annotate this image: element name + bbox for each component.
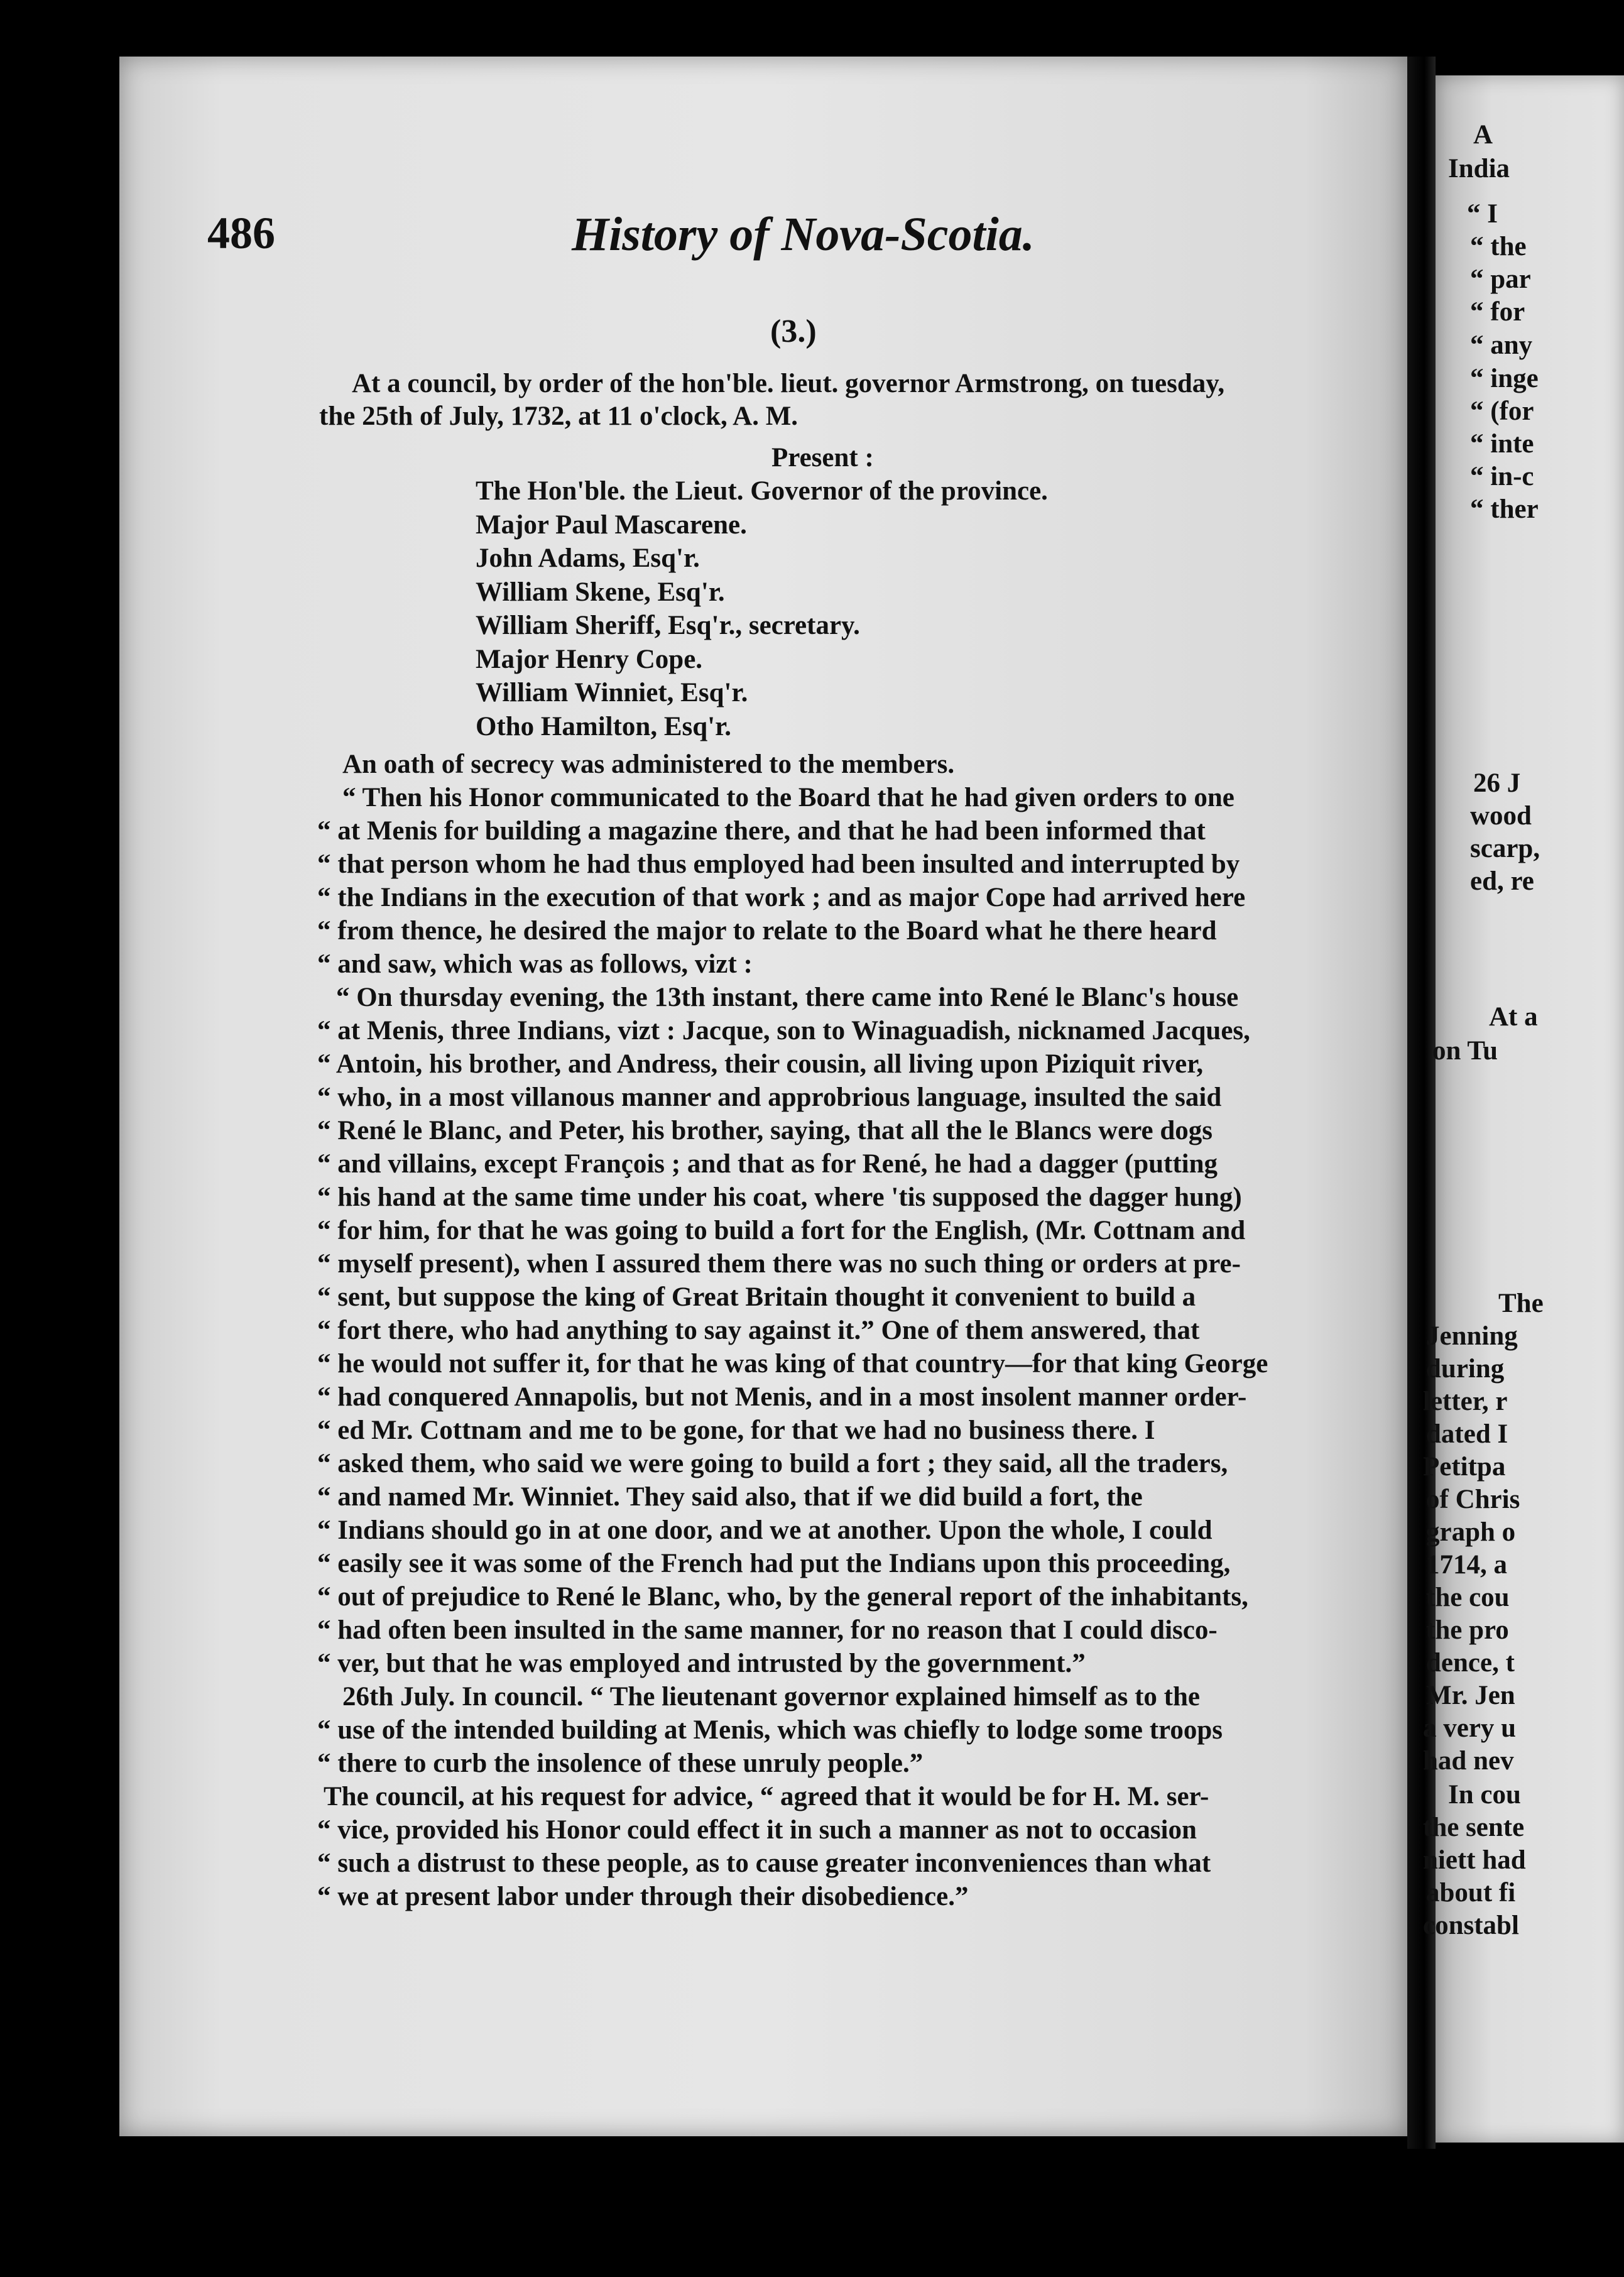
right-page-fragment: niett had (1423, 1845, 1526, 1875)
body-line: “ and saw, which was as follows, vizt : (317, 949, 753, 979)
right-page-fragment: about fi (1426, 1878, 1516, 1908)
right-page-fragment: ed, re (1470, 866, 1534, 896)
body-line: “ ed Mr. Cottnam and me to be gone, for that we had no business there. I (317, 1416, 1155, 1445)
right-page-fragment: dated I (1426, 1419, 1508, 1449)
body-line: “ ver, but that he was employed and intrusted by the government.” (317, 1649, 1086, 1678)
body-text (317, 748, 1268, 1913)
body-line: “ myself present), when I assured them there was no such thing or orders at pre- (317, 1249, 1241, 1279)
right-page-fragment: “ inge (1470, 364, 1539, 393)
member-line: The Hon'ble. the Lieut. Governor of the province. (476, 476, 1048, 506)
right-page-fragment: In cou (1448, 1780, 1521, 1810)
right-page-fragment: India (1448, 154, 1510, 183)
right-page-fragment: constabl (1423, 1911, 1519, 1940)
present-members-list (476, 474, 1048, 743)
right-page-fragment: “ the (1470, 232, 1527, 261)
body-line: “ for him, for that he was going to build a fort for the English, (Mr. Cottnam and (317, 1216, 1246, 1245)
right-page-fragment: had nev (1423, 1746, 1514, 1776)
right-page-fragment: the sente (1423, 1813, 1525, 1842)
body-line: “ On thursday evening, the 13th instant, there came into René le Blanc's house (336, 983, 1239, 1012)
right-page-fragment: the pro (1426, 1615, 1509, 1645)
body-line: “ René le Blanc, and Peter, his brother, saying, that all the le Blancs were dogs (317, 1116, 1213, 1145)
right-page-fragment: “ inte (1470, 429, 1534, 459)
right-page-fragment: “ for (1470, 297, 1525, 327)
body-line: 26th July. In council. “ The lieutenant governor explained himself as to the (342, 1682, 1200, 1712)
body-line: “ vice, provided his Honor could effect it in such a manner as not to occasion (317, 1815, 1197, 1845)
right-page-fragment: letter, r (1423, 1387, 1508, 1416)
section-number: (3.) (770, 314, 817, 349)
right-page-fragment: “ ther (1470, 494, 1539, 524)
intro-line: At a council, by order of the hon'ble. lieut. governor Armstrong, on tuesday, (352, 369, 1225, 398)
member-line: William Skene, Esq'r. (476, 577, 725, 607)
right-page-fragment: At a (1489, 1002, 1538, 1032)
body-line: “ from thence, he desired the major to relate to the Board what he there heard (317, 916, 1217, 946)
body-line: “ sent, but suppose the king of Great Britain thought it convenient to build a (317, 1282, 1196, 1312)
right-page-fragment: “ I (1467, 199, 1498, 229)
right-page-fragment: wood (1470, 801, 1532, 831)
body-line: “ at Menis, three Indians, vizt : Jacque, son to Winaguadish, nicknamed Jacques, (317, 1016, 1250, 1046)
right-page-fragment: on Tu (1432, 1036, 1498, 1066)
body-line: “ Antoin, his brother, and Andress, their cousin, all living upon Piziquit river, (317, 1049, 1204, 1079)
body-line: “ use of the intended building at Menis, which was chiefly to lodge some troops (317, 1715, 1223, 1745)
right-page-fragment: scarp, (1470, 834, 1540, 863)
body-line: “ asked them, who said we were going to build a fort ; they said, all the traders, (317, 1449, 1228, 1478)
right-page-fragment: A (1473, 120, 1493, 150)
right-page-fragment: during (1426, 1354, 1505, 1384)
right-page-fragment: “ any (1470, 330, 1533, 360)
right-page-fragment: a very u (1423, 1713, 1517, 1743)
right-page-fragment: of Chris (1426, 1485, 1520, 1514)
right-page-fragment: “ par (1470, 265, 1531, 294)
body-line: “ and villains, except François ; and that as for René, he had a dagger (putting (317, 1149, 1218, 1179)
body-line: “ that person whom he had thus employed had been insulted and interrupted by (317, 849, 1240, 879)
body-line: “ he would not suffer it, for that he was king of that country—for that king George (317, 1349, 1268, 1379)
body-line: “ had often been insulted in the same manner, for no reason that I could disco- (317, 1615, 1218, 1645)
present-heading: Present : (771, 443, 874, 472)
right-page-fragment: Petitpa (1423, 1452, 1506, 1482)
member-line: Major Paul Mascarene. (476, 510, 747, 540)
right-page-fragment: the cou (1426, 1583, 1510, 1612)
running-head (207, 207, 1275, 264)
page-number: 486 (207, 208, 275, 258)
body-line: “ there to curb the insolence of these unruly people.” (317, 1749, 924, 1778)
member-line: Otho Hamilton, Esq'r. (476, 711, 731, 741)
right-page-fragment: “ (for (1470, 396, 1534, 426)
body-line: “ easily see it was some of the French had put the Indians upon this proceeding, (317, 1549, 1231, 1578)
member-line: Major Henry Cope. (476, 644, 703, 674)
intro-line: the 25th of July, 1732, at 11 o'clock, A. M. (319, 401, 798, 431)
body-line: “ at Menis for building a magazine there, and that he had been informed that (317, 816, 1206, 846)
right-page (1423, 75, 1624, 2143)
running-title: History of Nova-Scotia. (572, 208, 1035, 261)
right-page-fragment: 1714, a (1426, 1550, 1507, 1580)
body-line: The council, at his request for advice, “ agreed that it would be for H. M. ser- (324, 1782, 1209, 1811)
right-page-fragment: graph o (1426, 1517, 1516, 1547)
body-line: “ Then his Honor communicated to the Board that he had given orders to one (342, 783, 1234, 812)
body-line: “ his hand at the same time under his coat, where 'tis supposed the dagger hung) (317, 1182, 1242, 1212)
body-line: “ the Indians in the execution of that work ; and as major Cope had arrived here (317, 883, 1246, 912)
body-line: An oath of secrecy was administered to the members. (342, 750, 955, 779)
body-line: “ and named Mr. Winniet. They said also, that if we did build a fort, the (317, 1482, 1143, 1512)
member-line: William Sheriff, Esq'r., secretary. (476, 611, 860, 640)
body-line: “ had conquered Annapolis, but not Menis, and in a most insolent manner order- (317, 1382, 1247, 1412)
right-page-fragment: dence, t (1426, 1648, 1515, 1678)
right-page-fragment: 26 J (1473, 768, 1521, 798)
right-page-fragment: The (1498, 1289, 1544, 1318)
body-line: “ out of prejudice to René le Blanc, who, by the general report of the inhabitants, (317, 1582, 1248, 1612)
body-line: “ we at present labor under through their disobedience.” (317, 1882, 969, 1911)
member-line: John Adams, Esq'r. (476, 543, 700, 573)
member-line: William Winniet, Esq'r. (476, 678, 748, 707)
body-line: “ who, in a most villanous manner and approbrious language, insulted the said (317, 1083, 1222, 1112)
body-line: “ Indians should go in at one door, and we at another. Upon the whole, I could (317, 1515, 1213, 1545)
body-line: “ fort there, who had anything to say against it.” One of them answered, that (317, 1316, 1200, 1345)
body-line: “ such a distrust to these people, as to cause greater inconveniences than what (317, 1848, 1211, 1878)
right-page-fragment: Jenning (1426, 1321, 1518, 1351)
right-page-fragment: “ in-c (1470, 462, 1534, 491)
right-page-fragment: Mr. Jen (1426, 1681, 1515, 1710)
